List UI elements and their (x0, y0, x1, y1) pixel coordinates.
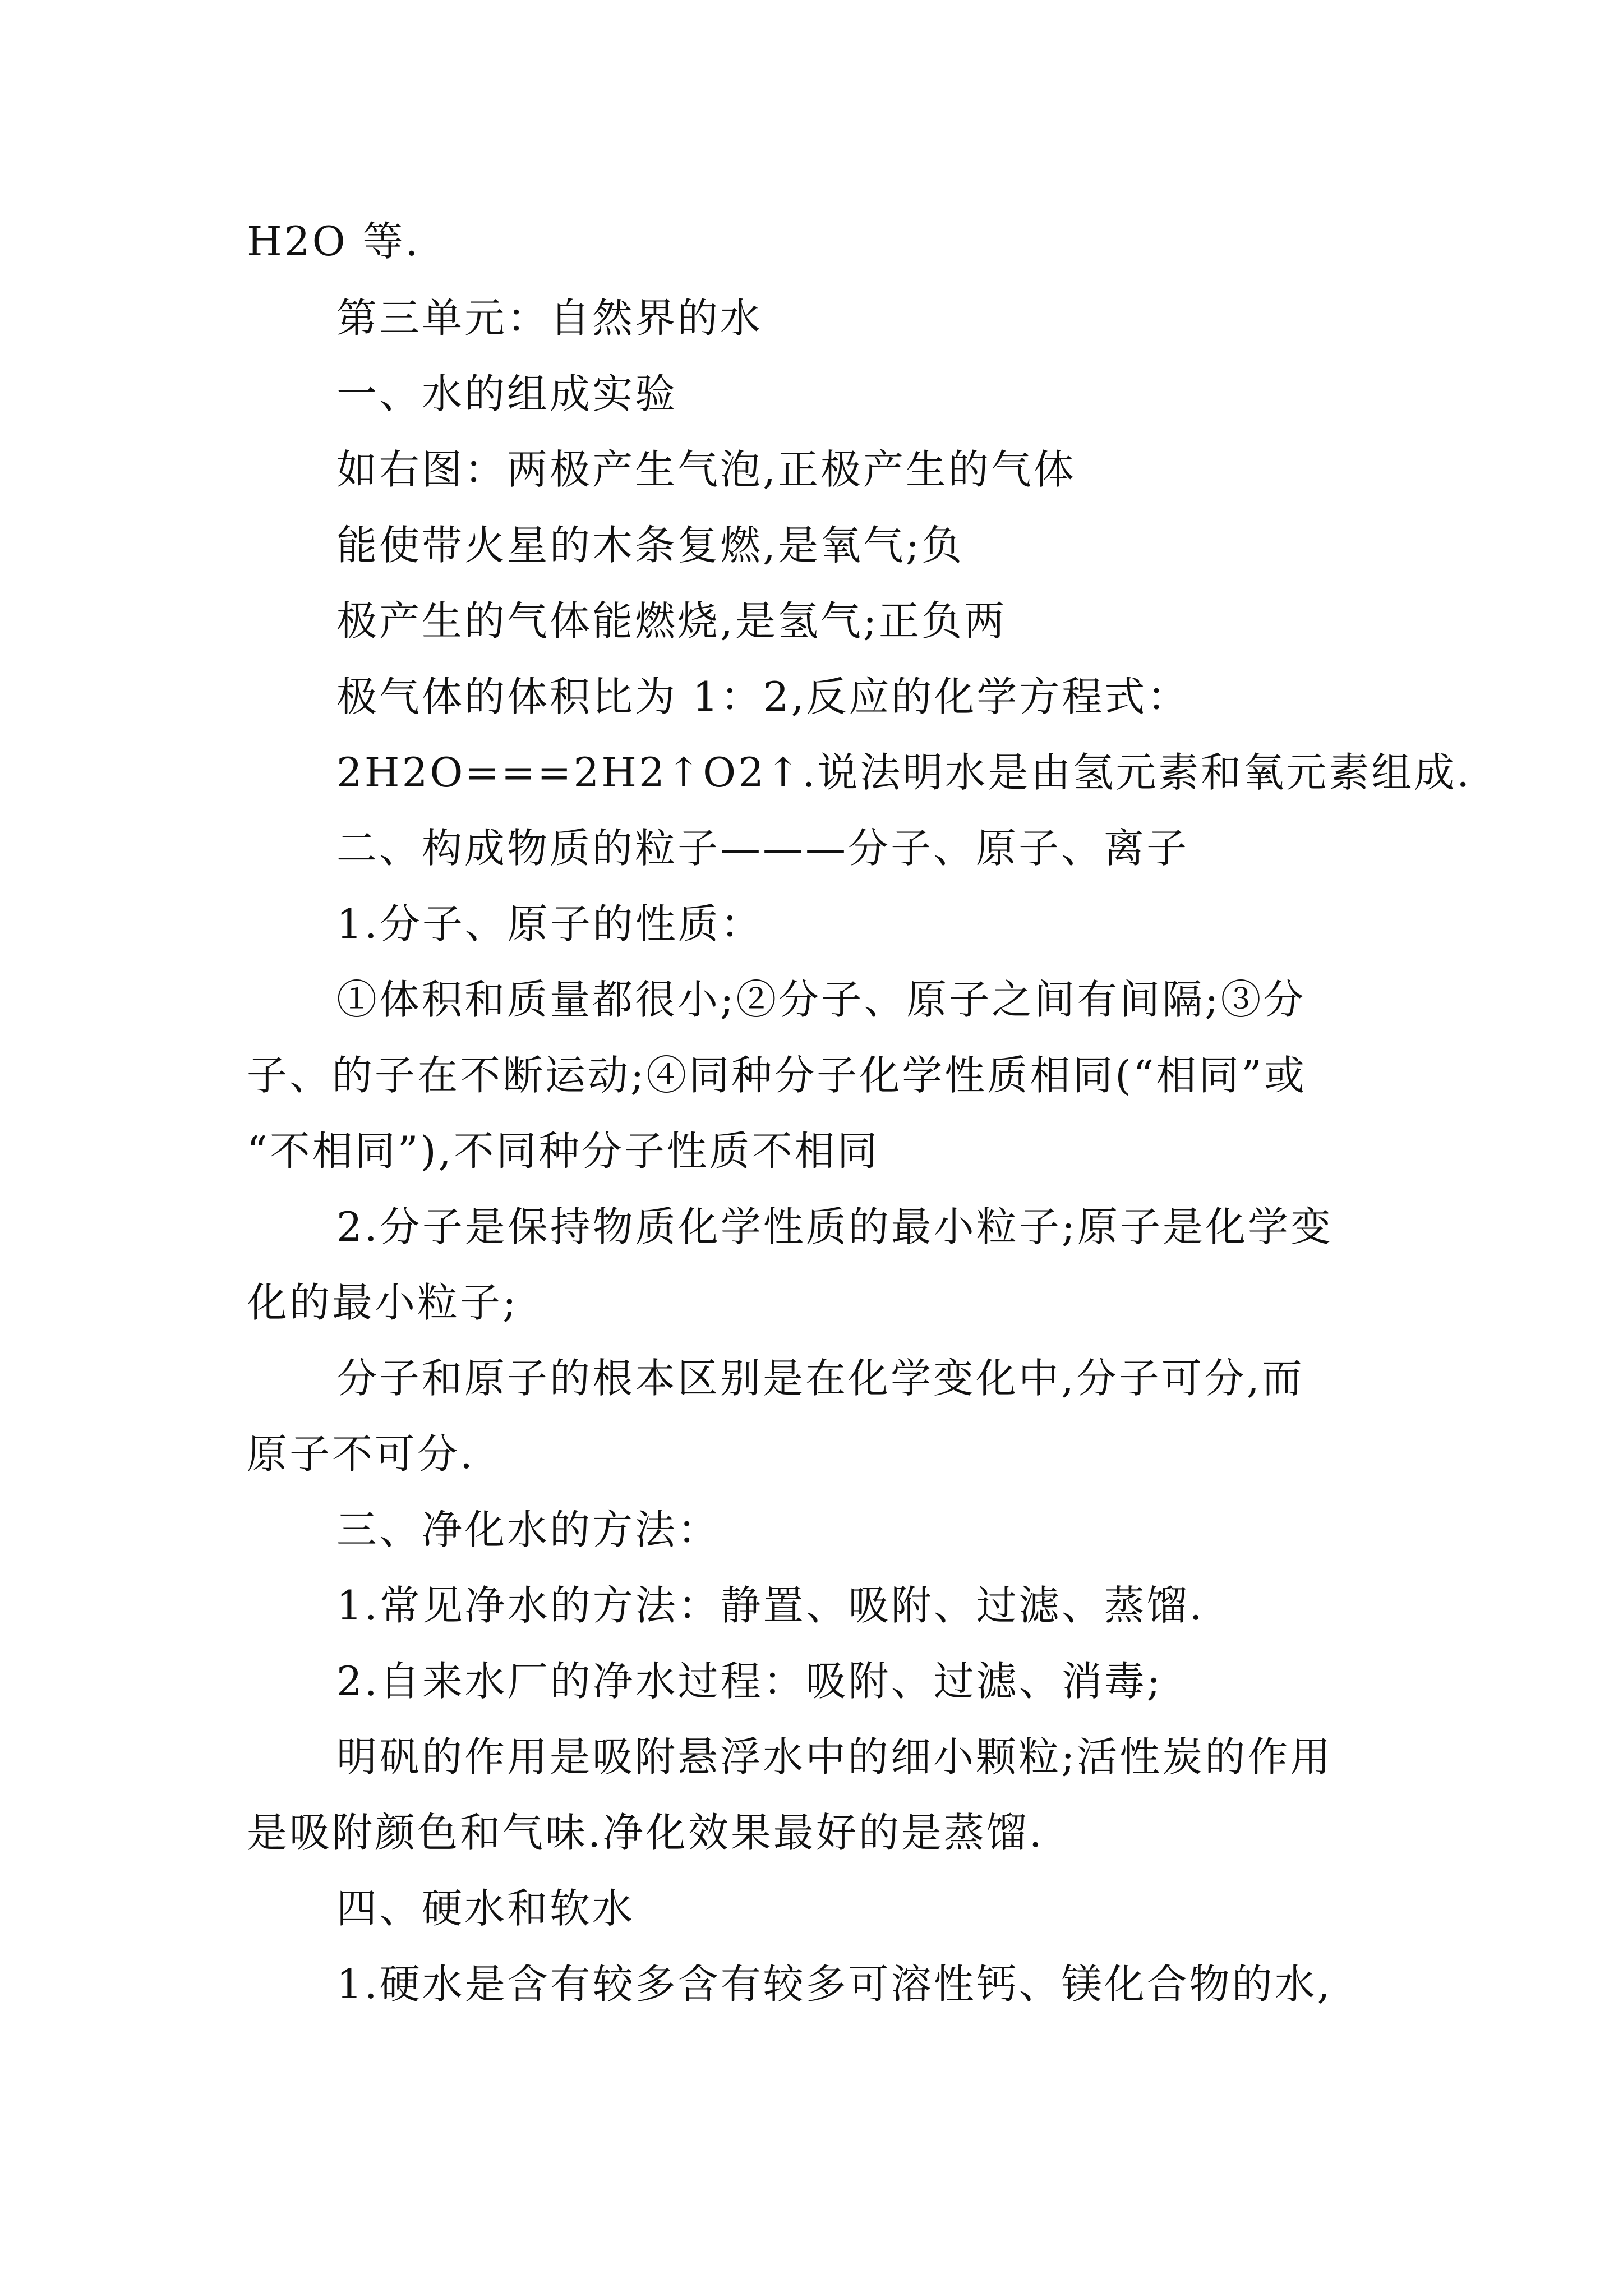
subsection-heading: 三、净化水的方法： (336, 1506, 721, 1553)
text-line: ①体积和质量都很小;②分子、原子之间有间隔;③分 (336, 976, 1306, 1023)
text-line: 是吸附颜色和气味.净化效果最好的是蒸馏. (247, 1809, 1044, 1856)
section-heading: 第三单元：自然界的水 (336, 295, 763, 342)
text-line: 2.自来水厂的净水过程：吸附、过滤、消毒; (336, 1658, 1163, 1705)
text-line: 1.分子、原子的性质： (336, 900, 763, 947)
text-line: 1.硬水是含有较多含有较多可溶性钙、镁化合物的水, (336, 1961, 1332, 2008)
equation-line: 2H2O===2H2↑O2↑.说法明水是由氢元素和氧元素组成. (336, 749, 1472, 796)
subsection-heading: 四、硬水和软水 (336, 1885, 635, 1932)
text-line: 原子不可分. (247, 1430, 475, 1478)
text-line: “不相同”),不同种分子性质不相同 (247, 1128, 880, 1175)
text-line: 能使带火星的木条复燃,是氧气;负 (336, 522, 965, 569)
text-line: 子、的子在不断运动;④同种分子化学性质相同(“相同”或 (247, 1052, 1307, 1099)
text-line: 明矾的作用是吸附悬浮水中的细小颗粒;活性炭的作用 (336, 1733, 1333, 1780)
text-line: 化的最小粒子; (247, 1279, 519, 1326)
text-line: 如右图：两极产生气泡,正极产生的气体 (336, 446, 1076, 493)
text-line: 2.分子是保持物质化学性质的最小粒子;原子是化学变 (336, 1203, 1333, 1250)
text-line: 1.常见净水的方法：静置、吸附、过滤、蒸馏. (336, 1582, 1205, 1629)
subsection-heading: 二、构成物质的粒子———分子、原子、离子 (336, 825, 1189, 872)
text-line: 极气体的体积比为 1：2,反应的化学方程式： (336, 673, 1190, 720)
text-line: H2O 等. (247, 218, 421, 265)
subsection-heading: 一、水的组成实验 (336, 370, 678, 417)
text-line: 分子和原子的根本区别是在化学变化中,分子可分,而 (336, 1355, 1304, 1402)
text-line: 极产生的气体能燃烧,是氢气;正负两 (336, 597, 1007, 645)
